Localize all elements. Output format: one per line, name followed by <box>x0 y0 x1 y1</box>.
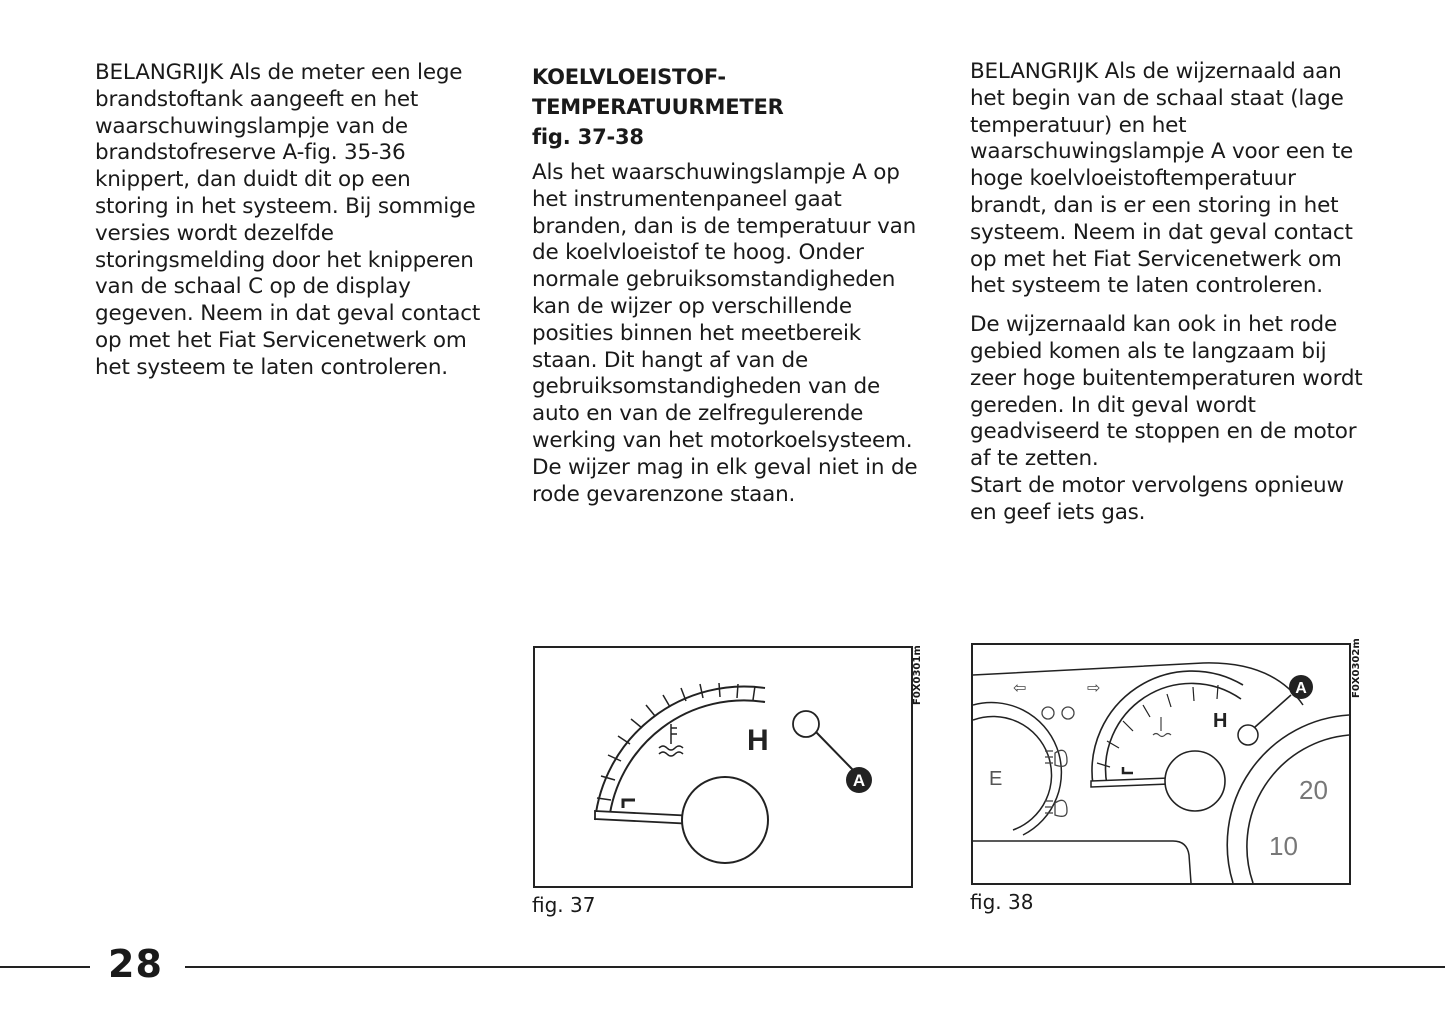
figure-37-code: F0X0301m <box>912 645 923 705</box>
heading-line-2: TEMPERATUURMETER <box>532 95 784 119</box>
warning-lamp-indicator <box>1238 725 1258 745</box>
turn-left-icon: ⇦ <box>1013 678 1027 697</box>
heading-line-1: KOELVLOEISTOF- <box>532 65 726 89</box>
callout-a-label: A <box>852 771 866 790</box>
right-paragraph-3: Start de motor vervolgens opnieuw en geef iets gas. <box>970 472 1344 525</box>
warning-lamp-indicator <box>793 711 819 737</box>
figure-38-code: F0X0302m <box>1351 638 1362 698</box>
figure-37-caption: fig. 37 <box>532 893 596 917</box>
section-heading <box>532 62 924 152</box>
hot-label: H <box>747 724 769 757</box>
right-column <box>970 59 1370 539</box>
gauge-needle <box>595 811 695 824</box>
right-paragraph-1: BELANGRIJK Als de wijzernaald aan het begin van de schaal staat (lage temperatuur) en het waarschuwingslampje A voor een te hoge koelvloeistoftemperatuur brandt, dan is er een storing in het systeem. Neem in dat geval contact op met het Fiat Servicenetwerk om het systeem te laten controleren. <box>970 59 1354 299</box>
turn-right-icon: ⇨ <box>1087 678 1101 697</box>
footer-rule-left <box>0 966 90 968</box>
middle-column <box>532 62 924 520</box>
right-paragraph-2: De wijzernaald kan ook in het rode gebied komen als te langzaam bij zeer hoge buitentemperaturen wordt gereden. In dit geval wordt geadviseerd te stoppen en de motor af te zetten. <box>970 312 1363 472</box>
middle-paragraph-2: De wijzer mag in elk geval niet in de rode gevarenzone staan. <box>532 454 918 507</box>
left-paragraph: BELANGRIJK Als de meter een lege brandstoftank aangeeft en het waarschuwingslampje van de brandstofreserve A-fig. 35-36 knippert, dan duidt dit op een storing in het systeem. Bij sommige versies wordt dezelfde storingsmelding door het knipperen van de schaal C op de display gegeven. Neem in dat geval contact op met het Fiat Servicenetwerk om het systeem te laten controleren. <box>95 60 481 380</box>
coolant-temperature-icon <box>659 724 683 756</box>
fog-light-icon <box>1042 707 1074 719</box>
speed-10-label: 10 <box>1269 831 1298 861</box>
callout-a-label: A <box>1295 680 1307 697</box>
empty-label: E <box>989 768 1003 790</box>
gauge-hub <box>682 777 768 863</box>
page-number: 28 <box>108 942 163 986</box>
speed-20-label: 20 <box>1299 775 1328 805</box>
figure-37-temperature-gauge <box>533 646 913 888</box>
middle-paragraph-1: Als het waarschuwingslampje A op het instrumentenpaneel gaat branden, dan is de temperatuur van de koelvloeistof te hoog. Onder normale gebruiksomstandigheden kan de wijzer op verschillende posities binnen het meetbereik staan. Dit hangt af van de gebruiksomstandigheden van de auto en van de zelfregulerende werking van het motorkoelsysteem. <box>532 160 917 453</box>
left-column <box>95 60 485 394</box>
low-beam-icon <box>1045 750 1067 766</box>
footer-rule-right <box>185 966 1445 968</box>
gauge-hub <box>1165 751 1225 811</box>
coolant-temperature-icon <box>1153 717 1171 737</box>
heading-line-3: fig. 37-38 <box>532 125 644 149</box>
figure-38-caption: fig. 38 <box>970 890 1034 914</box>
hot-label: H <box>1213 710 1228 732</box>
figure-38-instrument-panel <box>971 643 1351 885</box>
gauge-needle <box>1091 778 1169 787</box>
